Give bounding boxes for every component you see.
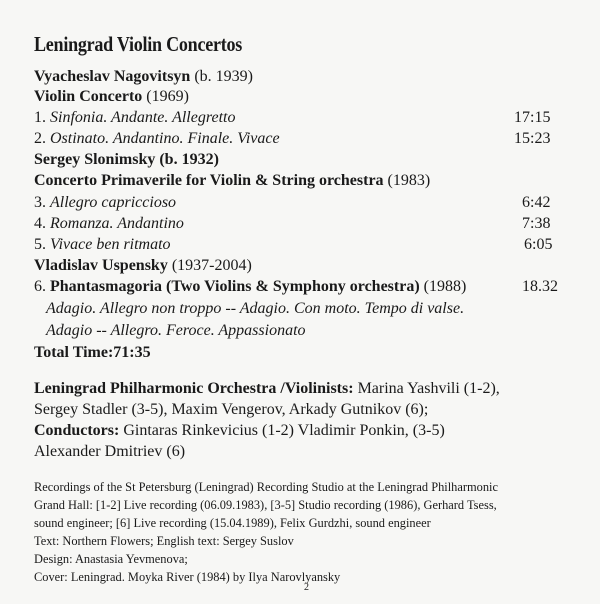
violinists: Marina Yashvili (1-2), xyxy=(357,380,500,397)
track-title: Ostinato. Andantino. Finale. Vivace xyxy=(50,130,280,147)
composer-dates: (b. 1932) xyxy=(159,151,219,168)
track-duration: 17:15 xyxy=(514,109,551,126)
track-row xyxy=(34,129,280,149)
composer-name: Sergey Slonimsky xyxy=(34,151,156,168)
track-number: 4. xyxy=(34,215,46,232)
track-duration: 6:42 xyxy=(522,194,551,211)
track-row xyxy=(34,214,184,234)
credits-line: sound engineer; [6] Live recording (15.04.1989), Felix Gurdzhi, sound engineer xyxy=(34,516,431,530)
composer-dates: (1937-2004) xyxy=(171,257,252,274)
track-title: Romanza. Andantino xyxy=(50,215,184,232)
track-number: 5. xyxy=(34,236,46,253)
movements-line: Adagio -- Allegro. Feroce. Appassionato xyxy=(46,322,306,339)
composer-dates: (b. 1939) xyxy=(194,68,253,85)
orchestra-label: Leningrad Philharmonic Orchestra /Violinists: xyxy=(34,380,354,397)
credits-line: Recordings of the St Petersburg (Leningrad) Recording Studio at the Leningrad Philharmonic xyxy=(34,480,498,494)
credits-line: Grand Hall: [1-2] Live recording (06.09.1983), [3-5] Studio recording (1986), Gerhard Tsess, xyxy=(34,498,497,512)
conductors-label: Conductors: xyxy=(34,422,120,439)
total-time xyxy=(34,343,151,363)
track-number: 3. xyxy=(34,194,46,211)
composer-name: Vyacheslav Nagovitsyn xyxy=(34,68,191,85)
work-line xyxy=(34,87,189,107)
track-title: Vivace ben ritmato xyxy=(50,236,171,253)
track-row xyxy=(34,108,235,128)
total-time-value: 71:35 xyxy=(113,344,151,361)
violinists-line: Sergey Stadler (3-5), Maxim Vengerov, Arkady Gutnikov (6); xyxy=(34,401,429,418)
work-year: (1969) xyxy=(146,88,189,105)
track-number: 2. xyxy=(34,130,46,147)
movements-line: Adagio. Allegro non troppo -- Adagio. Con moto. Tempo di valse. xyxy=(46,300,465,317)
conductors: Gintaras Rinkevicius (1-2) Vladimir Ponkin, (3-5) xyxy=(123,422,445,439)
track-duration: 7:38 xyxy=(522,215,551,232)
work-title: Concerto Primaverile for Violin & String orchestra xyxy=(34,172,384,189)
conductors-line: Alexander Dmitriev (6) xyxy=(34,443,186,460)
track-duration: 18.32 xyxy=(522,278,558,295)
composer-line xyxy=(34,67,253,87)
credits-line: Text: Northern Flowers; English text: Sergey Suslov xyxy=(34,534,294,548)
performers-line xyxy=(34,379,500,399)
credits-line: Design: Anastasia Yevmenova; xyxy=(34,552,188,566)
album-title: Leningrad Violin Concertos xyxy=(34,32,243,56)
track-row xyxy=(34,235,171,255)
track-duration: 15:23 xyxy=(514,130,551,147)
total-time-label: Total Time: xyxy=(34,344,114,361)
work-title: Violin Concerto xyxy=(34,88,143,105)
work-year: (1988) xyxy=(423,278,467,295)
conductors-line xyxy=(34,421,445,441)
composer-line xyxy=(34,150,219,170)
track-row xyxy=(34,277,466,297)
track-number: 1. xyxy=(34,109,46,126)
track-duration: 6:05 xyxy=(524,236,553,253)
track-title: Sinfonia. Andante. Allegretto xyxy=(50,109,236,126)
work-year: (1983) xyxy=(387,172,431,189)
track-title: Allegro capriccioso xyxy=(50,194,177,211)
work-line xyxy=(34,171,430,191)
work-title: Phantasmagoria (Two Violins & Symphony orchestra) xyxy=(50,278,420,295)
composer-line xyxy=(34,256,252,276)
composer-name: Vladislav Uspensky xyxy=(34,257,168,274)
track-row xyxy=(34,193,176,213)
page-number: 2 xyxy=(304,582,309,593)
credits-line: Cover: Leningrad. Moyka River (1984) by Ilya Narovlyansky xyxy=(34,570,341,584)
track-number: 6. xyxy=(34,278,46,295)
